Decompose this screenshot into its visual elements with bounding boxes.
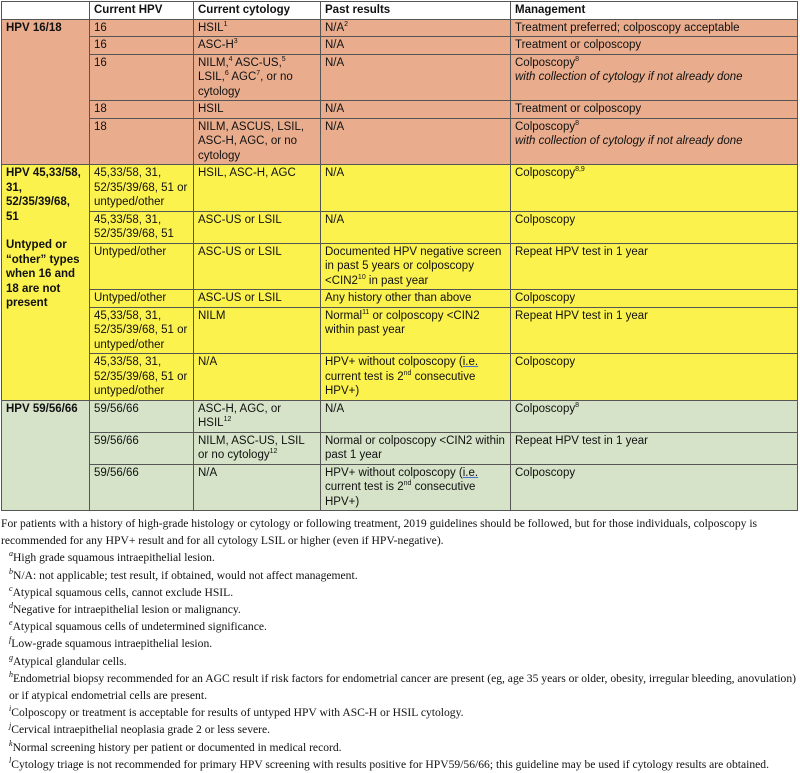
footnote-ref: 12 [223, 416, 232, 424]
footnote-ref: 1 [223, 20, 228, 28]
cytology-text: NILM [198, 309, 226, 322]
past-text: Normal or colposcopy <CIN2 within past 1 year [325, 434, 505, 461]
past-text-tail: consecutive HPV+) [325, 481, 476, 508]
past-results-cell [321, 307, 511, 354]
footnote-marker: l [9, 755, 12, 765]
footnote [1, 653, 800, 670]
footnote [1, 584, 800, 601]
table-row [2, 37, 798, 55]
footnote [1, 549, 800, 566]
footnote-text: Atypical squamous cells, cannot exclude HSIL. [12, 585, 234, 599]
footnote-text: Cervical intraepithelial neoplasia grade 2 or less severe. [11, 723, 271, 737]
footnote-ref: 8 [575, 55, 579, 63]
current-cytology-cell [194, 432, 321, 464]
past-results-cell [321, 400, 511, 432]
current-cytology-cell [194, 464, 321, 511]
table-row [2, 464, 798, 511]
table-notes [1, 515, 800, 773]
footnote-marker: k [9, 738, 13, 748]
footnote-list [1, 549, 800, 773]
management-cell [511, 400, 798, 432]
past-results-cell [321, 243, 511, 290]
footnote [1, 704, 800, 721]
footnote [1, 739, 800, 756]
hpv-management-table [1, 1, 798, 511]
management-cell [511, 19, 798, 37]
cytology-text: HSIL [198, 21, 224, 34]
current-cytology-cell [194, 307, 321, 354]
past-results-cell [321, 165, 511, 212]
footnote-marker: a [9, 549, 13, 559]
footnote [1, 601, 800, 618]
footnote-text: Colposcopy or treatment is acceptable for results of untyped HPV with ASC-H or HSIL cytology. [11, 706, 464, 720]
management-cell [511, 101, 798, 119]
past-text: Documented HPV negative screen in past 5 years or colposcopy <CIN2 [325, 245, 502, 287]
footnote-marker: c [9, 583, 13, 593]
current-cytology-cell [194, 290, 321, 308]
management-text: Colposcopy [515, 466, 576, 479]
past-text: N/A [325, 167, 345, 179]
cytology-text: NILM, ASC-US, LSIL or no cytology [198, 434, 305, 461]
footnote-ref: 2 [344, 20, 349, 28]
past-text: N/A [325, 56, 345, 69]
current-cytology-cell [194, 19, 321, 37]
management-cell [511, 165, 798, 212]
cytology-text: N/A [198, 356, 218, 368]
cytology-text: ASC-H, AGC, or HSIL [198, 402, 282, 429]
footnote-ref: 8 [575, 119, 579, 127]
footnote-marker: h [9, 669, 13, 679]
management-text: Colposcopy [515, 292, 576, 304]
current-hpv-cell: 16 [90, 19, 194, 37]
current-cytology-cell [194, 118, 321, 165]
cytology-text: LSIL, [198, 71, 225, 83]
management-cell [511, 307, 798, 354]
past-text: HPV+ without colposcopy ( [325, 356, 463, 368]
footnote-ref: 5 [281, 55, 286, 63]
footnote-marker: f [9, 635, 12, 645]
table-row [2, 243, 798, 290]
current-cytology-cell [194, 165, 321, 212]
group-label: HPV 59/56/66 [2, 400, 90, 511]
footnote-ref: 11 [362, 308, 370, 316]
current-hpv-cell: 45,33/58, 31, 52/35/39/68, 51 or untyped/other [90, 307, 194, 354]
past-results-cell [321, 432, 511, 464]
management-text: Colposcopy [515, 213, 576, 226]
management-cell [511, 211, 798, 243]
table-row [2, 54, 798, 101]
current-hpv-cell: 18 [90, 101, 194, 119]
management-note: with collection of cytology if not already done [515, 71, 743, 83]
management-text: Colposcopy [515, 56, 576, 69]
management-cell [511, 432, 798, 464]
group-label: HPV 16/18 [2, 19, 90, 165]
footnote-ref: 4 [228, 55, 233, 63]
management-cell [511, 243, 798, 290]
current-hpv-cell: 59/56/66 [90, 432, 194, 464]
management-cell [511, 118, 798, 165]
header-management: Management [511, 2, 798, 20]
past-results-cell [321, 211, 511, 243]
management-note: with collection of cytology if not already done [515, 135, 743, 147]
footnote [1, 670, 800, 704]
management-text: Colposcopy [515, 402, 576, 415]
footnote-ref: 3 [233, 38, 238, 46]
management-text: Repeat HPV test in 1 year [515, 434, 648, 447]
past-results-cell [321, 464, 511, 511]
cytology-text: ASC-US or LSIL [198, 245, 282, 258]
past-text: N/A [325, 21, 345, 34]
cytology-text: NILM, ASCUS, LSIL, ASC-H, AGC, or no cytology [198, 120, 305, 162]
cytology-text: AGC [228, 71, 257, 83]
footnote-text: N/A: not applicable; test result, if obtained, would not affect management. [13, 568, 358, 582]
past-text: N/A [325, 39, 345, 51]
cytology-text: ASC-US or LSIL [198, 292, 282, 304]
past-text: HPV+ without colposcopy ( [325, 466, 463, 479]
table-body [2, 19, 798, 511]
cytology-text: ASC-US or LSIL [198, 213, 282, 226]
footnote-text: Atypical glandular cells. [13, 654, 127, 668]
footnote-ref: 8 [575, 401, 579, 409]
header-current-hpv: Current HPV [90, 2, 194, 20]
current-hpv-cell: Untyped/other [90, 290, 194, 308]
past-text: Any history other than above [325, 292, 472, 304]
footnote-ref: 10 [357, 273, 366, 281]
table-row [2, 165, 798, 212]
current-cytology-cell [194, 211, 321, 243]
table-row [2, 211, 798, 243]
past-results-cell [321, 19, 511, 37]
footnote-marker: j [9, 721, 12, 731]
footnote-marker: g [9, 652, 13, 662]
footnote-text: Low-grade squamous intraepithelial lesion. [11, 637, 213, 651]
current-cytology-cell [194, 243, 321, 290]
footnote-ref: 8,9 [575, 166, 585, 174]
management-text: Colposcopy [515, 167, 576, 179]
footnote [1, 567, 800, 584]
cytology-text: HSIL [198, 103, 224, 115]
footnote-text: Endometrial biopsy recommended for an AGC result if risk factors for endometrial cancer are present (eg, age 35 years or older, obesity, irregular bleeding, anovulation) or if atypical endometrial cells are present. [9, 671, 797, 703]
group-label-secondary: Untyped or “other” types when 16 and 18 are not present [6, 239, 80, 309]
management-text: Colposcopy [515, 120, 576, 133]
ie-abbrev: i.e. [462, 466, 479, 479]
management-text: Colposcopy [515, 356, 576, 368]
cytology-text: , or no cytology [198, 71, 293, 98]
past-text-tail: in past year [365, 274, 429, 287]
footnote-ref: nd [403, 369, 412, 377]
footnote-ref: 6 [224, 70, 229, 78]
table-row [2, 432, 798, 464]
table-row [2, 290, 798, 308]
intro-note: For patients with a history of high-grade histology or cytology or following treatment, 2019 guidelines should be followed, but for those individuals, colposcopy is recommended for any HPV+ result and for all cytology LSIL or higher (even if HPV-negative). [1, 517, 758, 548]
current-cytology-cell [194, 54, 321, 101]
footnote-ref: 7 [256, 70, 261, 78]
table-row [2, 354, 798, 401]
cytology-text: NILM, [198, 56, 229, 69]
cytology-text: N/A [198, 466, 218, 479]
past-text: Normal [325, 309, 363, 322]
footnote [1, 618, 800, 635]
current-hpv-cell: 18 [90, 118, 194, 165]
footnote [1, 756, 800, 773]
current-hpv-cell: 16 [90, 37, 194, 55]
current-hpv-cell: Untyped/other [90, 243, 194, 290]
ie-abbrev: i.e. [462, 356, 479, 368]
management-cell [511, 354, 798, 401]
footnote-ref: nd [403, 480, 412, 488]
management-text: Treatment or colposcopy [515, 103, 642, 115]
table-row [2, 19, 798, 37]
current-cytology-cell [194, 101, 321, 119]
table-row [2, 118, 798, 165]
past-text: N/A [325, 103, 345, 115]
management-cell [511, 290, 798, 308]
past-text: N/A [325, 120, 345, 133]
footnote-marker: b [9, 566, 13, 576]
past-results-cell [321, 354, 511, 401]
past-results-cell [321, 37, 511, 55]
management-text: Treatment or colposcopy [515, 39, 642, 51]
table-header-row [2, 2, 798, 20]
footnote-marker: e [9, 618, 13, 628]
footnote-marker: i [9, 704, 12, 714]
current-cytology-cell [194, 400, 321, 432]
footnote-text: Atypical squamous cells of undetermined significance. [12, 620, 267, 634]
footnote-text: Cytology triage is not recommended for primary HPV screening with results positive for HPV59/56/66; this guideline may be used if cytology results are obtained. [11, 757, 769, 771]
current-cytology-cell [194, 37, 321, 55]
management-cell [511, 54, 798, 101]
cytology-text: ASC-US, [232, 56, 282, 69]
past-results-cell [321, 101, 511, 119]
group-label [2, 165, 90, 401]
past-text-tail: or colposcopy <CIN2 within past year [325, 309, 480, 336]
header-current-cytology: Current cytology [194, 2, 321, 20]
header-blank [2, 2, 90, 20]
management-cell [511, 464, 798, 511]
footnote-text: Normal screening history per patient or documented in medical record. [12, 740, 342, 754]
footnote [1, 721, 800, 738]
current-hpv-cell: 45,33/58, 31, 52/35/39/68, 51 or untyped/other [90, 354, 194, 401]
table-row [2, 307, 798, 354]
management-cell [511, 37, 798, 55]
management-text: Treatment preferred; colposcopy acceptable [515, 21, 740, 34]
footnote-ref: 12 [269, 448, 278, 456]
table-row [2, 101, 798, 119]
current-hpv-cell: 45,33/58, 31, 52/35/39/68, 51 or untyped/other [90, 165, 194, 212]
past-text: N/A [325, 402, 345, 415]
past-text-tail: consecutive HPV+) [325, 370, 476, 397]
cytology-text: HSIL, ASC-H, AGC [198, 167, 296, 179]
past-text-mid: current test is 2 [325, 481, 404, 493]
current-hpv-cell: 45,33/58, 31, 52/35/39/68, 51 [90, 211, 194, 243]
management-text: Repeat HPV test in 1 year [515, 245, 648, 258]
past-results-cell [321, 54, 511, 101]
footnote-text: Negative for intraepithelial lesion or malignancy. [13, 603, 241, 617]
header-past-results: Past results [321, 2, 511, 20]
past-text: N/A [325, 213, 345, 226]
footnote-text: High grade squamous intraepithelial lesion. [13, 551, 215, 565]
current-hpv-cell: 59/56/66 [90, 400, 194, 432]
past-text-mid: current test is 2 [325, 370, 404, 383]
footnote [1, 635, 800, 652]
footnote-marker: d [9, 601, 13, 611]
management-text: Repeat HPV test in 1 year [515, 309, 648, 322]
cytology-text: ASC-H [198, 39, 234, 51]
current-cytology-cell [194, 354, 321, 401]
table-row [2, 400, 798, 432]
past-results-cell [321, 118, 511, 165]
group-label-primary: HPV 45,33/58, 31, 52/35/39/68, 51 [6, 167, 81, 223]
past-results-cell [321, 290, 511, 308]
current-hpv-cell: 16 [90, 54, 194, 101]
current-hpv-cell: 59/56/66 [90, 464, 194, 511]
